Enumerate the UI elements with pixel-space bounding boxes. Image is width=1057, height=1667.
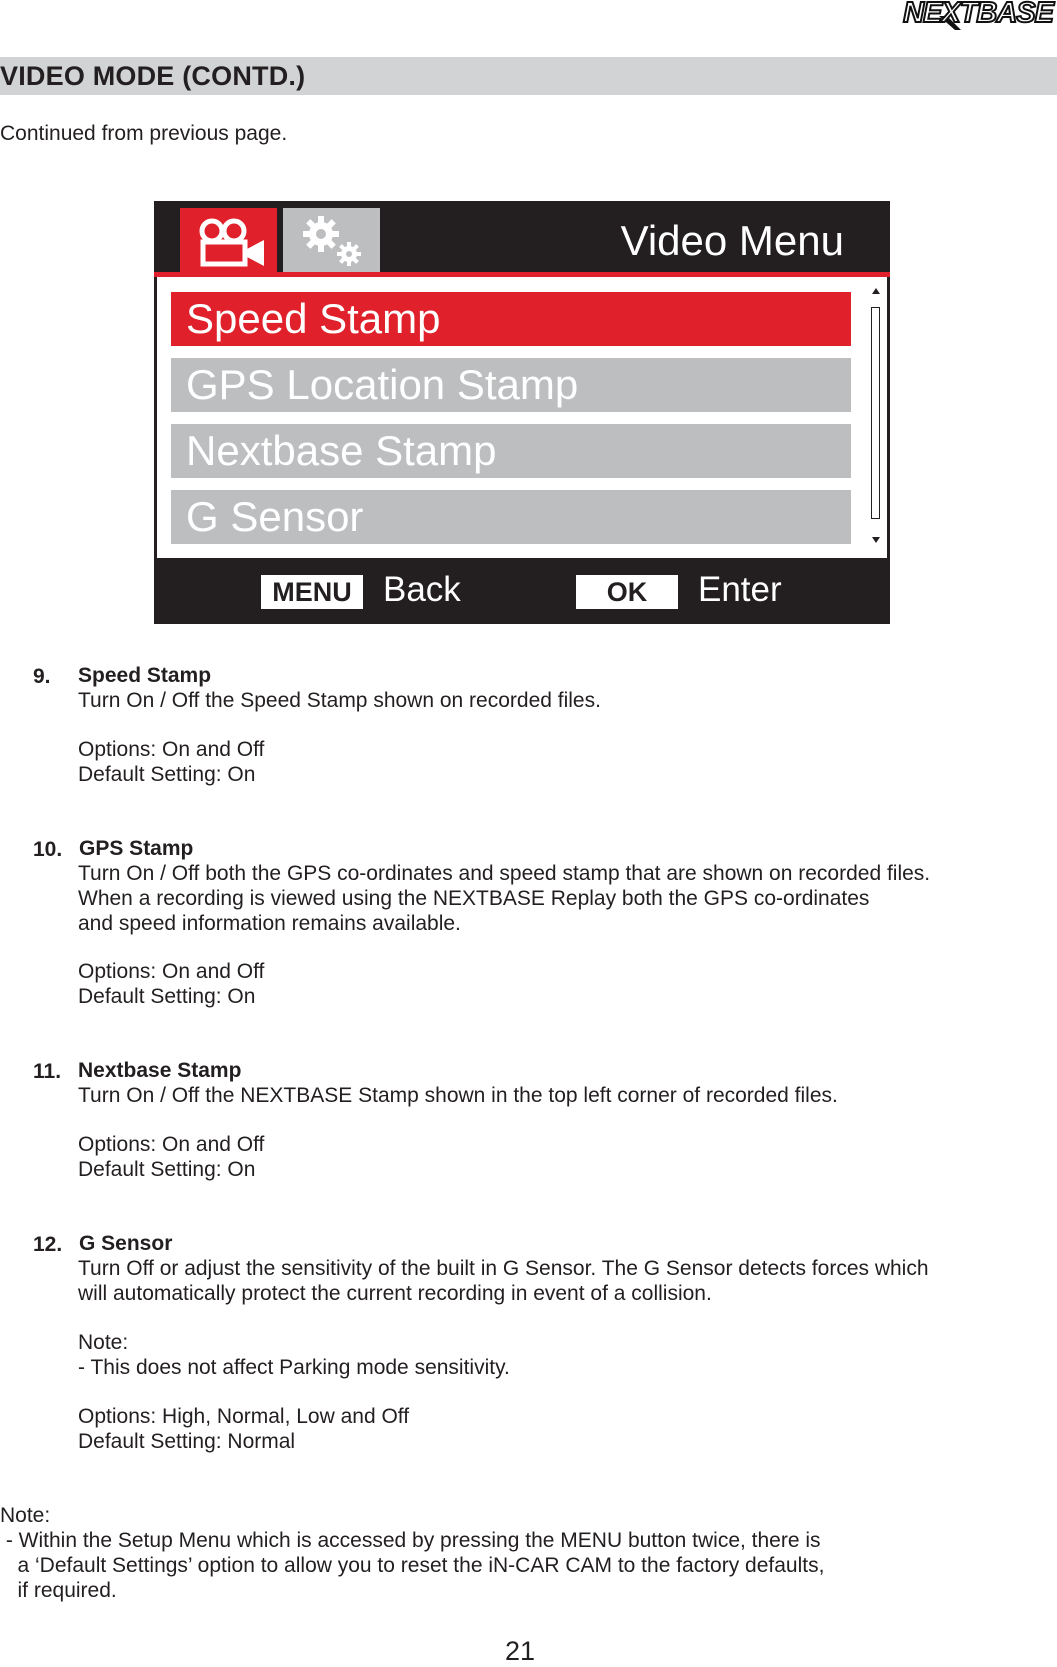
menu-item-speed-stamp[interactable]: Speed Stamp — [171, 292, 851, 346]
item-options: Options: High, Normal, Low and Off — [78, 1405, 410, 1428]
video-mode-tab — [180, 208, 277, 272]
menu-item-nextbase-stamp[interactable]: Nextbase Stamp — [171, 424, 851, 478]
item-title-speed-stamp: Speed Stamp — [78, 664, 212, 687]
item-default: Default Setting: On — [78, 763, 256, 786]
logo-text: NEXTBASE — [903, 0, 1053, 29]
back-label: Back — [383, 570, 461, 609]
video-menu-screen — [154, 201, 890, 624]
scroll-down-arrow-icon[interactable] — [872, 537, 880, 543]
video-camera-icon — [180, 208, 277, 272]
scrollbar-thumb[interactable] — [871, 307, 880, 519]
scroll-up-arrow-icon[interactable] — [872, 288, 880, 294]
item-title-nextbase-stamp: Nextbase Stamp — [78, 1059, 242, 1082]
item-description: Turn On / Off the Speed Stamp shown on recorded files. — [78, 689, 601, 712]
item-number: 11. — [33, 1060, 62, 1083]
item-note-text: - This does not affect Parking mode sensitivity. — [78, 1356, 510, 1379]
item-number: 12. — [33, 1233, 63, 1256]
item-title-gps-stamp: GPS Stamp — [79, 837, 194, 860]
item-options: Options: On and Off — [78, 738, 265, 761]
item-options: Options: On and Off — [78, 960, 265, 983]
page-number: 21 — [505, 1636, 536, 1666]
intro-text: Continued from previous page. — [0, 122, 288, 145]
menu-list — [157, 277, 887, 558]
item-description: will automatically protect the current recording in event of a collision. — [78, 1282, 712, 1305]
item-number: 10. — [33, 838, 63, 861]
section-title: VIDEO MODE (CONTD.) — [0, 61, 306, 91]
item-options: Options: On and Off — [78, 1133, 265, 1156]
item-description: When a recording is viewed using the NEXTBASE Replay both the GPS co-ordinates — [78, 887, 870, 910]
footer-note-label: Note: — [0, 1504, 51, 1527]
gears-icon — [283, 208, 380, 272]
menu-key[interactable]: MENU — [261, 575, 363, 609]
item-description: Turn Off or adjust the sensitivity of the built in G Sensor. The G Sensor detects forces which — [78, 1257, 929, 1280]
ok-key[interactable]: OK — [576, 575, 678, 609]
footer-note-line: a ‘Default Settings’ option to allow you to reset the iN-CAR CAM to the factory defaults, — [0, 1554, 825, 1577]
menu-item-g-sensor[interactable]: G Sensor — [171, 490, 851, 544]
menu-item-gps-location-stamp[interactable]: GPS Location Stamp — [171, 358, 851, 412]
item-default: Default Setting: On — [78, 1158, 256, 1181]
footer-note-line: if required. — [0, 1579, 117, 1602]
enter-label: Enter — [698, 570, 782, 609]
item-description: and speed information remains available. — [78, 912, 461, 935]
footer-note-line: - Within the Setup Menu which is accessed by pressing the MENU button twice, there is — [0, 1529, 821, 1552]
item-default: Default Setting: On — [78, 985, 256, 1008]
item-default: Default Setting: Normal — [78, 1430, 296, 1453]
settings-tab — [283, 208, 380, 272]
item-note-label: Note: — [78, 1331, 129, 1354]
item-description: Turn On / Off the NEXTBASE Stamp shown in the top left corner of recorded files. — [78, 1084, 838, 1107]
item-title-g-sensor: G Sensor — [79, 1232, 173, 1255]
screen-title: Video Menu — [620, 217, 844, 264]
item-description: Turn On / Off both the GPS co-ordinates and speed stamp that are shown on recorded files. — [78, 862, 931, 885]
item-number: 9. — [33, 665, 51, 688]
nextbase-logo — [843, 0, 1053, 34]
